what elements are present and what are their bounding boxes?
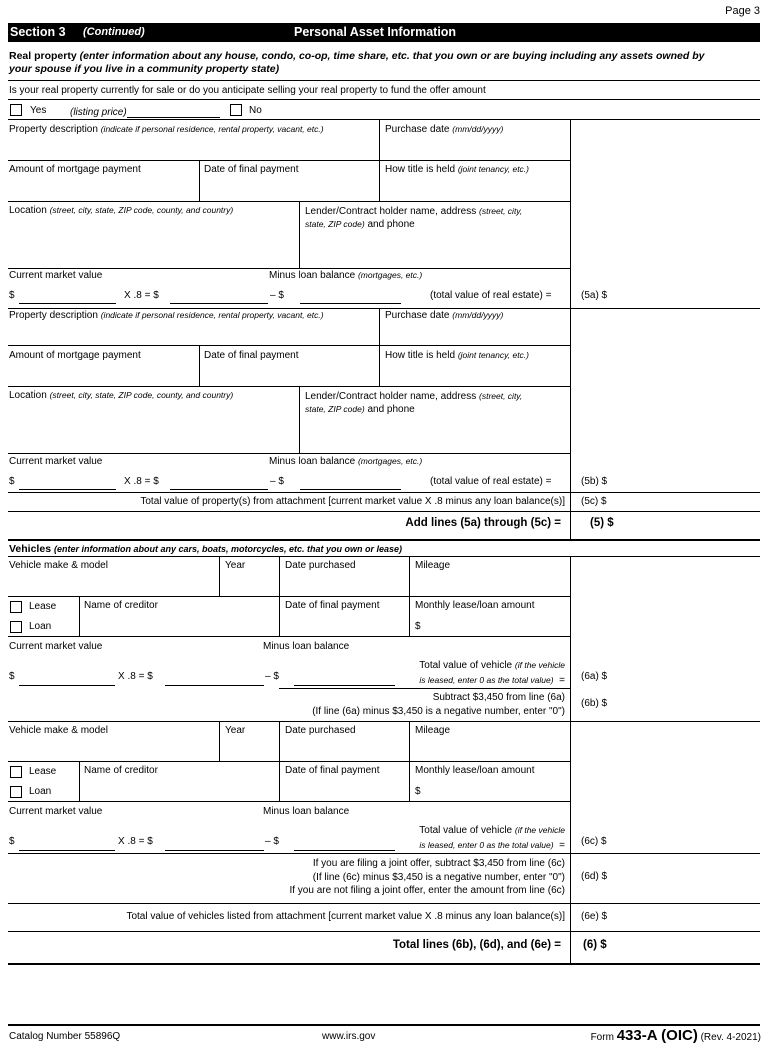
- loan-balance-field-1[interactable]: [300, 303, 401, 304]
- dollar: $: [273, 836, 279, 847]
- property-description-label-2: [9, 310, 324, 321]
- minus-loan-label-2: [269, 456, 422, 467]
- vehicle-times-field-1[interactable]: [165, 685, 264, 686]
- current-market-value-label-v2: Current market value: [9, 806, 103, 817]
- vehicle-attachment-label: Total value of vehicles listed from attachment [current market value X .8 minus any loan balance(s)]: [126, 911, 565, 922]
- phone: and phone: [367, 404, 415, 415]
- line-5a[interactable]: (5a) $: [581, 290, 608, 301]
- phone: and phone: [367, 219, 415, 230]
- vehicle-loan-field-1[interactable]: [294, 685, 395, 686]
- vehicles-heading: [9, 543, 402, 555]
- creditor-label-2: Name of creditor: [84, 765, 158, 776]
- times-result-field-2[interactable]: [170, 489, 268, 490]
- label: Total value of vehicle: [419, 825, 513, 836]
- equals: =: [559, 675, 565, 686]
- total-vehicle-label-2: [419, 823, 565, 853]
- minus: –: [270, 290, 276, 301]
- make-model-label-2: Vehicle make & model: [9, 725, 108, 736]
- catalog-number: Catalog Number 55896Q: [9, 1031, 121, 1042]
- note: (mm/dd/yyyy): [452, 124, 504, 134]
- form-rev: (Rev. 4-2021): [700, 1032, 761, 1043]
- real-property-title: Real property: [9, 50, 77, 62]
- section-title: Section 3: [10, 25, 66, 39]
- lender-label-1: [305, 205, 522, 231]
- note: (joint tenancy, etc.): [457, 350, 529, 360]
- lease-label-1: Lease: [29, 601, 57, 612]
- note: (mm/dd/yyyy): [452, 310, 504, 320]
- dollar: $: [278, 290, 284, 301]
- section-continued: (Continued): [83, 26, 145, 38]
- dollar: $: [273, 671, 279, 682]
- times: X .8 =: [124, 476, 151, 487]
- purchase-date-label-2: [385, 310, 503, 321]
- label: Minus loan balance: [269, 456, 356, 467]
- lender-label-2: [305, 390, 522, 416]
- times-label: [124, 290, 159, 301]
- section-header: [8, 23, 760, 42]
- note: (if the vehicle: [514, 660, 565, 670]
- times-label: [124, 476, 159, 487]
- add-lines-label: Add lines (5a) through (5c) =: [405, 517, 561, 529]
- line-6[interactable]: (6) $: [583, 939, 607, 951]
- total-lines-label: Total lines (6b), (6d), and (6e) =: [392, 939, 561, 951]
- no-checkbox[interactable]: [230, 104, 242, 116]
- location-label-2: [9, 390, 233, 401]
- form-number: 433-A (OIC): [616, 1027, 698, 1044]
- monthly-dollar-2[interactable]: $: [415, 786, 421, 797]
- total-real-estate-label-1: (total value of real estate) =: [430, 290, 552, 301]
- joint-offer-label: [289, 857, 565, 898]
- label: Location: [9, 205, 47, 216]
- line-5c[interactable]: (5c) $: [581, 496, 607, 507]
- vehicles-title: Vehicles: [9, 543, 52, 555]
- line-6b[interactable]: (6b) $: [581, 698, 608, 709]
- line-6c[interactable]: (6c) $: [581, 836, 607, 847]
- subtract-6a-label: [312, 691, 565, 719]
- lease-checkbox-1[interactable]: [10, 601, 22, 613]
- minus-label: [270, 290, 284, 301]
- line-6d[interactable]: (6d) $: [581, 871, 608, 882]
- purchase-date-label-1: [385, 124, 503, 135]
- loan-label-1: Loan: [29, 621, 52, 632]
- note: (mortgages, etc.): [357, 270, 423, 280]
- minus: –: [270, 476, 276, 487]
- minus: –: [265, 836, 271, 847]
- creditor-label-1: Name of creditor: [84, 600, 158, 611]
- location-label-1: [9, 205, 233, 216]
- note: (indicate if personal residence, rental property, vacant, etc.): [100, 310, 324, 320]
- dollar-sign: $: [9, 671, 15, 682]
- label: Minus loan balance: [269, 270, 356, 281]
- listing-price-label: (listing price): [70, 107, 127, 118]
- real-property-heading: [9, 50, 757, 76]
- line2: (If line (6c) minus $3,450 is a negative number, enter "0"): [312, 871, 565, 883]
- dollar-sign: $: [9, 836, 15, 847]
- note2: is leased, enter 0 as the total value): [419, 840, 554, 850]
- vehicle-market-value-field-2[interactable]: [19, 850, 115, 851]
- note: (mortgages, etc.): [357, 456, 423, 466]
- market-value-field-2[interactable]: [19, 489, 116, 490]
- loan-label-2: Loan: [29, 786, 52, 797]
- monthly-label-2: Monthly lease/loan amount: [415, 765, 535, 776]
- times: X .8 =: [118, 836, 145, 847]
- mileage-label-2: Mileage: [415, 725, 451, 736]
- section-center-title: Personal Asset Information: [294, 25, 457, 39]
- minus-loan-label-v2: Minus loan balance: [263, 806, 350, 817]
- current-market-value-label-v1: Current market value: [9, 641, 103, 652]
- vehicle-market-value-field-1[interactable]: [19, 685, 115, 686]
- dollar: $: [147, 836, 153, 847]
- note: (indicate if personal residence, rental property, vacant, etc.): [100, 124, 324, 134]
- label: Purchase date: [385, 124, 450, 135]
- times: X .8 =: [124, 290, 151, 301]
- note: (joint tenancy, etc.): [457, 164, 529, 174]
- website: www.irs.gov: [322, 1031, 376, 1042]
- title-held-label-2: [385, 350, 529, 361]
- times-result-field-1[interactable]: [170, 303, 268, 304]
- label: Lender/Contract holder name, address: [305, 391, 477, 402]
- line-6e[interactable]: (6e) $: [581, 911, 608, 922]
- dollar: $: [278, 476, 284, 487]
- final-payment-label-v1: Date of final payment: [285, 600, 380, 611]
- label: Lender/Contract holder name, address: [305, 206, 477, 217]
- line3: If you are not filing a joint offer, enter the amount from line (6c): [289, 885, 565, 896]
- form-id: [591, 1027, 761, 1044]
- listing-price-field[interactable]: [127, 117, 220, 118]
- minus-loan-label-v1: Minus loan balance: [263, 641, 350, 652]
- note: (street, city, state, ZIP code, county, and country): [49, 390, 234, 400]
- dollar: $: [153, 476, 159, 487]
- label: How title is held: [385, 350, 456, 361]
- minus: –: [265, 671, 271, 682]
- minus-label: [265, 836, 279, 847]
- property-description-label-1: [9, 124, 324, 135]
- label: Property description: [9, 310, 98, 321]
- mortgage-payment-label-2: Amount of mortgage payment: [9, 350, 141, 361]
- total-real-estate-label-2: (total value of real estate) =: [430, 476, 552, 487]
- form-prefix: Form: [590, 1032, 614, 1043]
- date-purchased-label-2: Date purchased: [285, 725, 356, 736]
- real-property-note: (enter information about any house, condo, co-op, time share, etc. that you own or are buying including any assets owned by: [79, 50, 705, 62]
- vehicles-note: (enter information about any cars, boats, motorcycles, etc. that you own or lease): [53, 544, 403, 554]
- real-property-note2: your spouse if you live in a community property state): [9, 63, 280, 75]
- vehicle-loan-field-2[interactable]: [294, 850, 395, 851]
- date-purchased-label-1: Date purchased: [285, 560, 356, 571]
- sale-question: Is your real property currently for sale or do you anticipate selling your real property to fund the offer amount: [9, 85, 486, 96]
- label: Total value of vehicle: [419, 660, 513, 671]
- current-market-value-label-2: Current market value: [9, 456, 103, 467]
- monthly-label-1: Monthly lease/loan amount: [415, 600, 535, 611]
- no-label: No: [249, 105, 262, 116]
- monthly-dollar-1[interactable]: $: [415, 621, 421, 632]
- title-held-label-1: [385, 164, 529, 175]
- attachment-label: Total value of property(s) from attachment [current market value X .8 minus any loan balance(s)]: [140, 496, 565, 507]
- note: (street, city,: [479, 206, 523, 216]
- loan-checkbox-1[interactable]: [10, 621, 22, 633]
- yes-label: Yes: [30, 105, 47, 116]
- mortgage-payment-label-1: Amount of mortgage payment: [9, 164, 141, 175]
- label: Property description: [9, 124, 98, 135]
- year-label-1: Year: [225, 560, 246, 571]
- label: Location: [9, 390, 47, 401]
- line1: If you are filing a joint offer, subtract $3,450 from line (6c): [312, 858, 565, 869]
- mileage-label-1: Mileage: [415, 560, 451, 571]
- note: (if the vehicle: [514, 825, 565, 835]
- minus-label: [265, 671, 279, 682]
- note2: is leased, enter 0 as the total value): [419, 675, 554, 685]
- final-payment-label-2: Date of final payment: [204, 350, 299, 361]
- label: Purchase date: [385, 310, 450, 321]
- equals: =: [559, 840, 565, 851]
- dollar-sign: $: [9, 476, 15, 487]
- loan-balance-field-2[interactable]: [300, 489, 401, 490]
- note: (street, city,: [479, 391, 523, 401]
- note: (street, city, state, ZIP code, county, and country): [49, 205, 234, 215]
- page-number: Page 3: [725, 5, 760, 17]
- total-vehicle-label-1: [419, 658, 565, 688]
- final-payment-label-1: Date of final payment: [204, 164, 299, 175]
- times: X .8 =: [118, 671, 145, 682]
- label: How title is held: [385, 164, 456, 175]
- dollar: $: [153, 290, 159, 301]
- note2: state, ZIP code): [305, 404, 365, 414]
- times-label: [118, 836, 153, 847]
- current-market-value-label-1: Current market value: [9, 270, 103, 281]
- market-value-field-1[interactable]: [19, 303, 116, 304]
- lease-label-2: Lease: [29, 766, 57, 777]
- loan-checkbox-2[interactable]: [10, 786, 22, 798]
- note: (If line (6a) minus $3,450 is a negative number, enter "0"): [312, 706, 565, 717]
- vehicle-times-field-2[interactable]: [165, 850, 264, 851]
- make-model-label-1: Vehicle make & model: [9, 560, 108, 571]
- line-5b[interactable]: (5b) $: [581, 476, 608, 487]
- line-5[interactable]: (5) $: [590, 517, 614, 529]
- minus-loan-label-1: [269, 270, 422, 281]
- yes-checkbox[interactable]: [10, 104, 22, 116]
- dollar: $: [147, 671, 153, 682]
- line-6a[interactable]: (6a) $: [581, 671, 608, 682]
- final-payment-label-v2: Date of final payment: [285, 765, 380, 776]
- label: Subtract $3,450 from line (6a): [432, 692, 565, 703]
- note2: state, ZIP code): [305, 219, 365, 229]
- times-label: [118, 671, 153, 682]
- year-label-2: Year: [225, 725, 246, 736]
- lease-checkbox-2[interactable]: [10, 766, 22, 778]
- dollar-sign: $: [9, 290, 15, 301]
- minus-label: [270, 476, 284, 487]
